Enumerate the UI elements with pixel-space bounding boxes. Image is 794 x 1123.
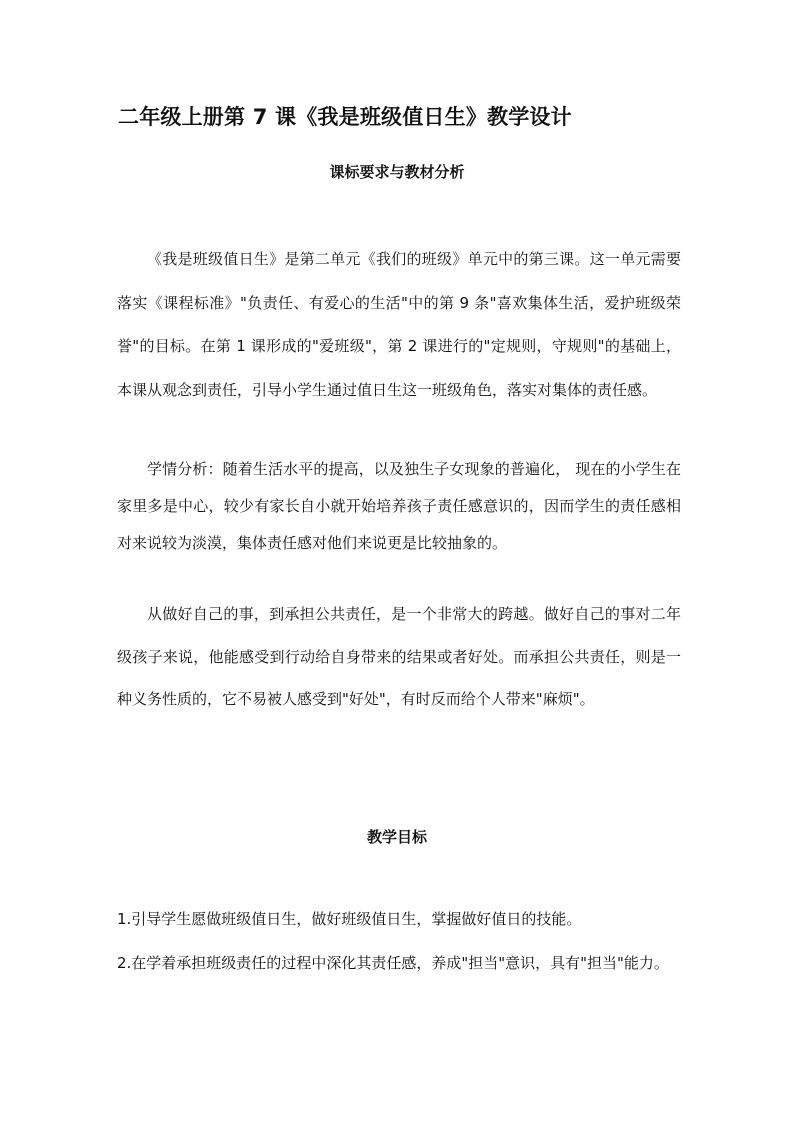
document-title: 二年级上册第 7 课《我是班级值日生》教学设计 <box>118 105 572 129</box>
objective-item-1: 1.引导学生愿做班级值日生，做好班级值日生，掌握做好值日的技能。 <box>117 910 582 928</box>
section-heading-objectives: 教学目标 <box>366 828 427 846</box>
objective-item-2: 2.在学着承担班级责任的过程中深化其责任感，养成"担当"意识，具有"担当"能力。 <box>117 954 669 972</box>
paragraph-lesson-intro: 《我是班级值日生》是第二单元《我们的班级》单元中的第三课。这一单元需要落实《课程标准》"负责任、有爱心的生活"中的第 9 条"喜欢集体生活，爱护班级荣誉"的目标。在第 1 课形成的"爱班级"，第 2 课进行的"定规则，守规则"的基础上，本课从观念到责任，引导小学生通过值日生这一班级角色，落实对集体的责任感。 <box>117 250 681 399</box>
paragraph-responsibility: 从做好自己的事，到承担公共责任，是一个非常大的跨越。做好自己的事对二年级孩子来说，他能感受到行动给自身带来的结果或者好处。而承担公共责任，则是一种义务性质的，它不易被人感受到"好处"，有时反而给个人带来"麻烦"。 <box>117 605 681 708</box>
section-heading-curriculum: 课标要求与教材分析 <box>329 163 465 181</box>
paragraph-student-analysis: 学情分析：随着生活水平的提高，以及独生子女现象的普遍化， 现在的小学生在家里多是中心，较少有家长自小就开始培养孩子责任感意识的，因而学生的责任感相对来说较为淡漠，集体责任感对他们来说更是比较抽象的。 <box>117 460 681 552</box>
